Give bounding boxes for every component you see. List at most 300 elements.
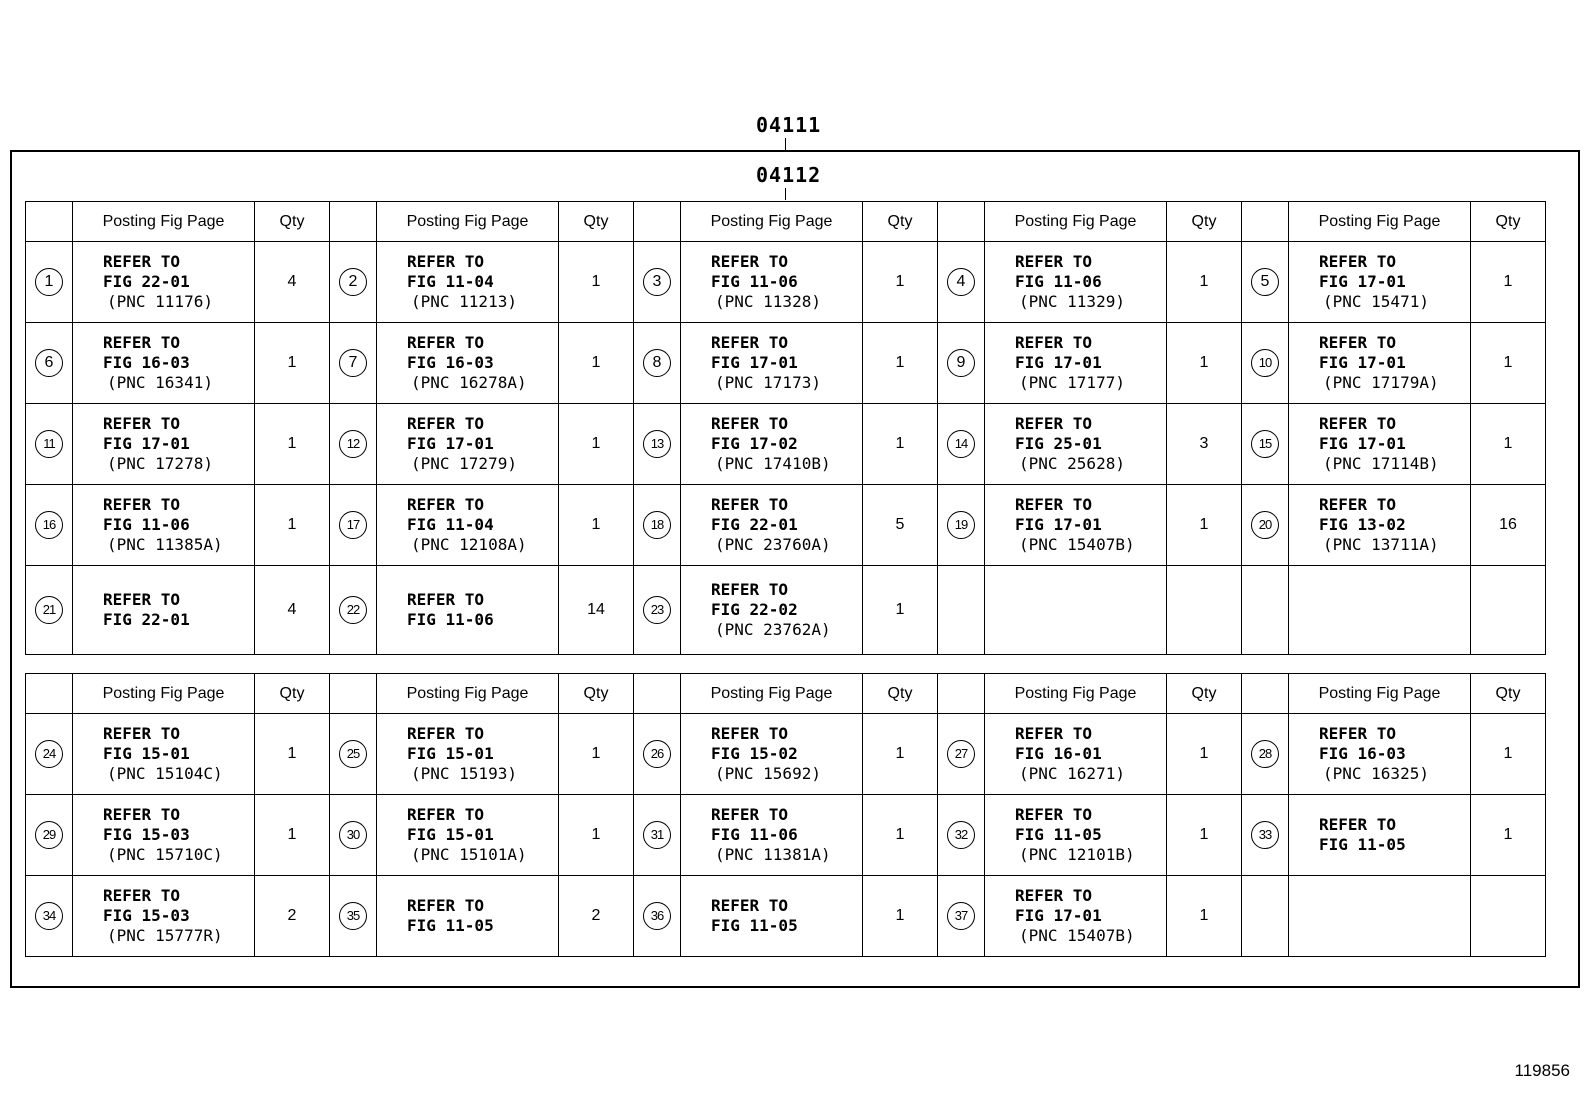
index-column-header bbox=[634, 674, 681, 714]
qty-cell bbox=[559, 485, 634, 566]
qty-cell bbox=[559, 404, 634, 485]
refer-to-label: REFER TO bbox=[1015, 333, 1093, 352]
posting-fig-page-cell bbox=[681, 566, 863, 655]
item-index-cell bbox=[330, 323, 377, 404]
qty-value: 1 bbox=[287, 354, 297, 371]
fig-reference: FIG 22-01 bbox=[103, 610, 190, 629]
item-number-badge: 6 bbox=[35, 349, 63, 377]
fig-reference: FIG 16-03 bbox=[103, 353, 190, 372]
qty-cell bbox=[863, 323, 938, 404]
posting-fig-page-cell bbox=[377, 404, 559, 485]
pnc-code: (PNC 15104C) bbox=[107, 764, 223, 783]
item-number-badge: 26 bbox=[643, 740, 671, 768]
pnc-code: (PNC 11381A) bbox=[715, 845, 831, 864]
posting-fig-page-cell bbox=[681, 323, 863, 404]
qty-header: Qty bbox=[1471, 674, 1546, 714]
item-index-cell bbox=[330, 404, 377, 485]
qty-cell bbox=[255, 876, 330, 957]
fig-reference: FIG 16-03 bbox=[407, 353, 494, 372]
posting-fig-page-header: Posting Fig Page bbox=[1289, 202, 1471, 242]
refer-to-label: REFER TO bbox=[711, 495, 789, 514]
pnc-code: (PNC 11385A) bbox=[107, 535, 223, 554]
pnc-code: (PNC 25628) bbox=[1019, 454, 1125, 473]
posting-fig-page-cell bbox=[377, 323, 559, 404]
qty-value: 1 bbox=[1503, 826, 1513, 843]
posting-fig-page-header: Posting Fig Page bbox=[681, 202, 863, 242]
refer-to-label: REFER TO bbox=[1319, 815, 1397, 834]
item-index-cell bbox=[1242, 876, 1289, 957]
pnc-code: (PNC 17410B) bbox=[715, 454, 831, 473]
pnc-code: (PNC 16341) bbox=[107, 373, 213, 392]
item-index-cell bbox=[634, 566, 681, 655]
qty-cell bbox=[255, 795, 330, 876]
item-number-badge: 15 bbox=[1251, 430, 1279, 458]
item-number-badge: 33 bbox=[1251, 821, 1279, 849]
refer-to-label: REFER TO bbox=[103, 252, 181, 271]
refer-to-label: REFER TO bbox=[711, 333, 789, 352]
item-index-cell bbox=[634, 876, 681, 957]
qty-cell bbox=[863, 795, 938, 876]
posting-fig-page-cell bbox=[681, 242, 863, 323]
qty-cell bbox=[1167, 795, 1242, 876]
pnc-code: (PNC 15407B) bbox=[1019, 926, 1135, 945]
table-row bbox=[26, 485, 1546, 566]
item-number-badge: 8 bbox=[643, 349, 671, 377]
pnc-code: (PNC 15471) bbox=[1323, 292, 1429, 311]
qty-cell bbox=[1167, 876, 1242, 957]
posting-fig-page-cell bbox=[985, 566, 1167, 655]
refer-to-label: REFER TO bbox=[1319, 252, 1397, 271]
fig-reference: FIG 17-01 bbox=[1015, 515, 1102, 534]
item-number-badge: 37 bbox=[947, 902, 975, 930]
qty-value: 1 bbox=[591, 435, 601, 452]
pnc-code: (PNC 11213) bbox=[411, 292, 517, 311]
qty-value: 1 bbox=[895, 601, 905, 618]
posting-fig-page-cell bbox=[377, 485, 559, 566]
refer-to-label: REFER TO bbox=[711, 580, 789, 599]
pnc-code: (PNC 15193) bbox=[411, 764, 517, 783]
item-number-badge: 14 bbox=[947, 430, 975, 458]
pnc-code: (PNC 11176) bbox=[107, 292, 213, 311]
qty-cell bbox=[1471, 323, 1546, 404]
refer-to-label: REFER TO bbox=[1015, 252, 1093, 271]
refer-to-label: REFER TO bbox=[711, 896, 789, 915]
item-index-cell bbox=[634, 714, 681, 795]
qty-value: 1 bbox=[895, 745, 905, 762]
posting-fig-page-cell bbox=[681, 485, 863, 566]
refer-to-label: REFER TO bbox=[407, 333, 485, 352]
item-number-badge: 29 bbox=[35, 821, 63, 849]
item-number-badge: 34 bbox=[35, 902, 63, 930]
posting-fig-page-cell bbox=[377, 566, 559, 655]
posting-fig-page-cell bbox=[681, 795, 863, 876]
item-number-badge: 12 bbox=[339, 430, 367, 458]
item-number-badge: 19 bbox=[947, 511, 975, 539]
pnc-code: (PNC 12108A) bbox=[411, 535, 527, 554]
item-index-cell bbox=[330, 795, 377, 876]
qty-value: 1 bbox=[287, 516, 297, 533]
refer-to-label: REFER TO bbox=[407, 805, 485, 824]
fig-reference: FIG 11-05 bbox=[1319, 835, 1406, 854]
index-column-header bbox=[330, 202, 377, 242]
refer-to-label: REFER TO bbox=[711, 724, 789, 743]
item-number-badge: 16 bbox=[35, 511, 63, 539]
fig-reference: FIG 15-01 bbox=[407, 825, 494, 844]
refer-to-label: REFER TO bbox=[711, 414, 789, 433]
fig-reference: FIG 17-01 bbox=[103, 434, 190, 453]
posting-fig-page-cell bbox=[1289, 323, 1471, 404]
refer-to-label: REFER TO bbox=[407, 414, 485, 433]
qty-cell bbox=[559, 714, 634, 795]
posting-fig-page-cell bbox=[73, 876, 255, 957]
qty-cell bbox=[255, 404, 330, 485]
item-number-badge: 20 bbox=[1251, 511, 1279, 539]
item-index-cell bbox=[26, 404, 73, 485]
refer-to-label: REFER TO bbox=[103, 886, 181, 905]
index-column-header bbox=[938, 202, 985, 242]
item-index-cell bbox=[26, 714, 73, 795]
table-row bbox=[26, 876, 1546, 957]
posting-fig-page-header: Posting Fig Page bbox=[73, 202, 255, 242]
refer-to-label: REFER TO bbox=[1015, 886, 1093, 905]
posting-fig-page-cell bbox=[377, 795, 559, 876]
refer-to-label: REFER TO bbox=[407, 252, 485, 271]
item-number-badge: 11 bbox=[35, 430, 63, 458]
refer-to-label: REFER TO bbox=[103, 724, 181, 743]
posting-fig-page-header: Posting Fig Page bbox=[985, 202, 1167, 242]
pnc-code: (PNC 17173) bbox=[715, 373, 821, 392]
refer-to-label: REFER TO bbox=[103, 414, 181, 433]
posting-fig-page-header: Posting Fig Page bbox=[73, 674, 255, 714]
qty-value: 4 bbox=[287, 273, 297, 290]
posting-fig-page-cell bbox=[73, 714, 255, 795]
qty-value: 1 bbox=[591, 273, 601, 290]
index-column-header bbox=[26, 674, 73, 714]
qty-header: Qty bbox=[1167, 674, 1242, 714]
qty-value: 1 bbox=[287, 435, 297, 452]
index-column-header bbox=[1242, 202, 1289, 242]
assembly-leader-line bbox=[785, 138, 786, 150]
parts-table-1 bbox=[25, 201, 1546, 655]
item-number-badge: 35 bbox=[339, 902, 367, 930]
table-row bbox=[26, 714, 1546, 795]
item-number-badge: 30 bbox=[339, 821, 367, 849]
item-index-cell bbox=[938, 566, 985, 655]
qty-value: 1 bbox=[1199, 907, 1209, 924]
parts-table-2 bbox=[25, 673, 1546, 957]
refer-to-label: REFER TO bbox=[407, 495, 485, 514]
qty-value: 1 bbox=[1199, 273, 1209, 290]
qty-value: 1 bbox=[591, 826, 601, 843]
qty-value: 1 bbox=[287, 745, 297, 762]
posting-fig-page-cell bbox=[681, 876, 863, 957]
item-number-badge: 2 bbox=[339, 268, 367, 296]
posting-fig-page-cell bbox=[1289, 566, 1471, 655]
item-number-badge: 21 bbox=[35, 596, 63, 624]
qty-cell bbox=[1471, 795, 1546, 876]
item-index-cell bbox=[938, 404, 985, 485]
table-row bbox=[26, 566, 1546, 655]
item-number-badge: 27 bbox=[947, 740, 975, 768]
posting-fig-page-header: Posting Fig Page bbox=[681, 674, 863, 714]
item-index-cell bbox=[938, 485, 985, 566]
index-column-header bbox=[1242, 674, 1289, 714]
item-number-badge: 17 bbox=[339, 511, 367, 539]
item-number-badge: 31 bbox=[643, 821, 671, 849]
item-index-cell bbox=[1242, 566, 1289, 655]
fig-reference: FIG 17-01 bbox=[1319, 434, 1406, 453]
pnc-code: (PNC 17278) bbox=[107, 454, 213, 473]
qty-value: 2 bbox=[591, 907, 601, 924]
qty-cell bbox=[1471, 404, 1546, 485]
index-column-header bbox=[26, 202, 73, 242]
qty-value: 1 bbox=[1199, 826, 1209, 843]
pnc-code: (PNC 16278A) bbox=[411, 373, 527, 392]
fig-reference: FIG 11-06 bbox=[103, 515, 190, 534]
pnc-code: (PNC 13711A) bbox=[1323, 535, 1439, 554]
qty-cell bbox=[255, 566, 330, 655]
item-index-cell bbox=[330, 242, 377, 323]
posting-fig-page-cell bbox=[1289, 242, 1471, 323]
qty-value: 1 bbox=[1199, 745, 1209, 762]
qty-cell bbox=[559, 566, 634, 655]
fig-reference: FIG 16-01 bbox=[1015, 744, 1102, 763]
posting-fig-page-cell bbox=[1289, 795, 1471, 876]
refer-to-label: REFER TO bbox=[1015, 414, 1093, 433]
posting-fig-page-cell bbox=[1289, 404, 1471, 485]
posting-fig-page-cell bbox=[1289, 876, 1471, 957]
qty-value: 1 bbox=[591, 354, 601, 371]
fig-reference: FIG 17-01 bbox=[1319, 272, 1406, 291]
qty-value: 1 bbox=[591, 745, 601, 762]
item-number-badge: 5 bbox=[1251, 268, 1279, 296]
qty-cell bbox=[1167, 566, 1242, 655]
pnc-code: (PNC 12101B) bbox=[1019, 845, 1135, 864]
fig-reference: FIG 17-01 bbox=[1015, 353, 1102, 372]
refer-to-label: REFER TO bbox=[103, 333, 181, 352]
pnc-code: (PNC 23760A) bbox=[715, 535, 831, 554]
qty-value: 5 bbox=[895, 516, 905, 533]
item-index-cell bbox=[26, 242, 73, 323]
qty-cell bbox=[1167, 242, 1242, 323]
refer-to-label: REFER TO bbox=[407, 590, 485, 609]
fig-reference: FIG 11-04 bbox=[407, 515, 494, 534]
item-index-cell bbox=[634, 404, 681, 485]
item-number-badge: 25 bbox=[339, 740, 367, 768]
posting-fig-page-header: Posting Fig Page bbox=[1289, 674, 1471, 714]
fig-reference: FIG 17-01 bbox=[711, 353, 798, 372]
qty-cell bbox=[863, 714, 938, 795]
item-index-cell bbox=[26, 876, 73, 957]
qty-cell bbox=[1167, 714, 1242, 795]
item-number-badge: 23 bbox=[643, 596, 671, 624]
item-number-badge: 22 bbox=[339, 596, 367, 624]
item-index-cell bbox=[26, 795, 73, 876]
fig-reference: FIG 11-05 bbox=[407, 916, 494, 935]
index-column-header bbox=[634, 202, 681, 242]
index-column-header bbox=[330, 674, 377, 714]
qty-cell bbox=[1471, 876, 1546, 957]
qty-cell bbox=[863, 566, 938, 655]
refer-to-label: REFER TO bbox=[1319, 495, 1397, 514]
posting-fig-page-cell bbox=[377, 242, 559, 323]
item-index-cell bbox=[1242, 242, 1289, 323]
pnc-code: (PNC 23762A) bbox=[715, 620, 831, 639]
qty-cell bbox=[863, 242, 938, 323]
qty-cell bbox=[1167, 323, 1242, 404]
posting-fig-page-cell bbox=[985, 404, 1167, 485]
posting-fig-page-header: Posting Fig Page bbox=[377, 674, 559, 714]
fig-reference: FIG 11-05 bbox=[711, 916, 798, 935]
table-row bbox=[26, 323, 1546, 404]
posting-fig-page-cell bbox=[73, 323, 255, 404]
qty-cell bbox=[255, 242, 330, 323]
item-number-badge: 9 bbox=[947, 349, 975, 377]
fig-reference: FIG 17-01 bbox=[407, 434, 494, 453]
item-number-badge: 24 bbox=[35, 740, 63, 768]
item-index-cell bbox=[634, 795, 681, 876]
fig-reference: FIG 15-01 bbox=[407, 744, 494, 763]
qty-header: Qty bbox=[863, 674, 938, 714]
pnc-code: (PNC 16271) bbox=[1019, 764, 1125, 783]
item-index-cell bbox=[1242, 485, 1289, 566]
refer-to-label: REFER TO bbox=[407, 896, 485, 915]
pnc-code: (PNC 15710C) bbox=[107, 845, 223, 864]
fig-reference: FIG 15-02 bbox=[711, 744, 798, 763]
posting-fig-page-cell bbox=[681, 404, 863, 485]
qty-value: 1 bbox=[895, 826, 905, 843]
item-number-badge: 4 bbox=[947, 268, 975, 296]
qty-value: 1 bbox=[895, 435, 905, 452]
item-index-cell bbox=[938, 795, 985, 876]
refer-to-label: REFER TO bbox=[103, 495, 181, 514]
qty-value: 1 bbox=[895, 273, 905, 290]
pnc-code: (PNC 11328) bbox=[715, 292, 821, 311]
item-number-badge: 13 bbox=[643, 430, 671, 458]
item-index-cell bbox=[938, 876, 985, 957]
qty-value: 1 bbox=[895, 354, 905, 371]
item-index-cell bbox=[634, 485, 681, 566]
refer-to-label: REFER TO bbox=[1319, 414, 1397, 433]
qty-value: 1 bbox=[1199, 354, 1209, 371]
qty-cell bbox=[1471, 242, 1546, 323]
pnc-code: (PNC 17279) bbox=[411, 454, 517, 473]
fig-reference: FIG 22-01 bbox=[103, 272, 190, 291]
pnc-code: (PNC 16325) bbox=[1323, 764, 1429, 783]
qty-value: 16 bbox=[1499, 516, 1517, 533]
refer-to-label: REFER TO bbox=[711, 805, 789, 824]
item-number-badge: 28 bbox=[1251, 740, 1279, 768]
assembly-code: 04111 bbox=[756, 113, 822, 137]
qty-value: 3 bbox=[1199, 435, 1209, 452]
qty-header: Qty bbox=[1167, 202, 1242, 242]
item-index-cell bbox=[26, 566, 73, 655]
refer-to-label: REFER TO bbox=[1015, 495, 1093, 514]
posting-fig-page-cell bbox=[985, 714, 1167, 795]
posting-fig-page-cell bbox=[377, 714, 559, 795]
qty-cell bbox=[255, 714, 330, 795]
qty-cell bbox=[559, 323, 634, 404]
posting-fig-page-cell bbox=[681, 714, 863, 795]
posting-fig-page-cell bbox=[73, 404, 255, 485]
refer-to-label: REFER TO bbox=[103, 590, 181, 609]
fig-reference: FIG 15-01 bbox=[103, 744, 190, 763]
fig-reference: FIG 22-01 bbox=[711, 515, 798, 534]
fig-reference: FIG 11-04 bbox=[407, 272, 494, 291]
qty-header: Qty bbox=[863, 202, 938, 242]
qty-cell bbox=[863, 876, 938, 957]
pnc-code: (PNC 15407B) bbox=[1019, 535, 1135, 554]
qty-value: 1 bbox=[1199, 516, 1209, 533]
item-index-cell bbox=[330, 714, 377, 795]
posting-fig-page-cell bbox=[985, 795, 1167, 876]
pnc-code: (PNC 15692) bbox=[715, 764, 821, 783]
table-row bbox=[26, 795, 1546, 876]
fig-reference: FIG 15-03 bbox=[103, 825, 190, 844]
qty-header: Qty bbox=[559, 202, 634, 242]
qty-value: 1 bbox=[1503, 354, 1513, 371]
fig-reference: FIG 11-05 bbox=[1015, 825, 1102, 844]
item-index-cell bbox=[330, 485, 377, 566]
qty-cell bbox=[559, 876, 634, 957]
refer-to-label: REFER TO bbox=[1319, 333, 1397, 352]
item-number-badge: 36 bbox=[643, 902, 671, 930]
qty-cell bbox=[863, 485, 938, 566]
diagram-number: 119856 bbox=[1514, 1061, 1570, 1080]
item-index-cell bbox=[330, 566, 377, 655]
qty-header: Qty bbox=[559, 674, 634, 714]
item-index-cell bbox=[1242, 714, 1289, 795]
item-index-cell bbox=[26, 323, 73, 404]
qty-value: 1 bbox=[1503, 435, 1513, 452]
item-number-badge: 1 bbox=[35, 268, 63, 296]
posting-fig-page-cell bbox=[985, 485, 1167, 566]
qty-value: 14 bbox=[587, 601, 605, 618]
refer-to-label: REFER TO bbox=[1319, 724, 1397, 743]
fig-reference: FIG 25-01 bbox=[1015, 434, 1102, 453]
posting-fig-page-cell bbox=[73, 242, 255, 323]
refer-to-label: REFER TO bbox=[1015, 805, 1093, 824]
fig-reference: FIG 17-01 bbox=[1319, 353, 1406, 372]
qty-cell bbox=[1471, 714, 1546, 795]
qty-header: Qty bbox=[255, 202, 330, 242]
item-index-cell bbox=[938, 323, 985, 404]
qty-cell bbox=[559, 795, 634, 876]
item-index-cell bbox=[938, 714, 985, 795]
fig-reference: FIG 11-06 bbox=[407, 610, 494, 629]
fig-reference: FIG 11-06 bbox=[711, 272, 798, 291]
refer-to-label: REFER TO bbox=[407, 724, 485, 743]
fig-reference: FIG 17-02 bbox=[711, 434, 798, 453]
qty-cell bbox=[1471, 485, 1546, 566]
posting-fig-page-cell bbox=[73, 485, 255, 566]
item-index-cell bbox=[634, 323, 681, 404]
qty-cell bbox=[559, 242, 634, 323]
qty-value: 1 bbox=[1503, 273, 1513, 290]
item-index-cell bbox=[938, 242, 985, 323]
item-index-cell bbox=[330, 876, 377, 957]
posting-fig-page-cell bbox=[73, 566, 255, 655]
posting-fig-page-cell bbox=[985, 323, 1167, 404]
qty-value: 2 bbox=[287, 907, 297, 924]
posting-fig-page-cell bbox=[985, 242, 1167, 323]
sub-assembly-code: 04112 bbox=[756, 163, 822, 187]
fig-reference: FIG 13-02 bbox=[1319, 515, 1406, 534]
item-number-badge: 32 bbox=[947, 821, 975, 849]
fig-reference: FIG 16-03 bbox=[1319, 744, 1406, 763]
table-row bbox=[26, 404, 1546, 485]
item-index-cell bbox=[26, 485, 73, 566]
